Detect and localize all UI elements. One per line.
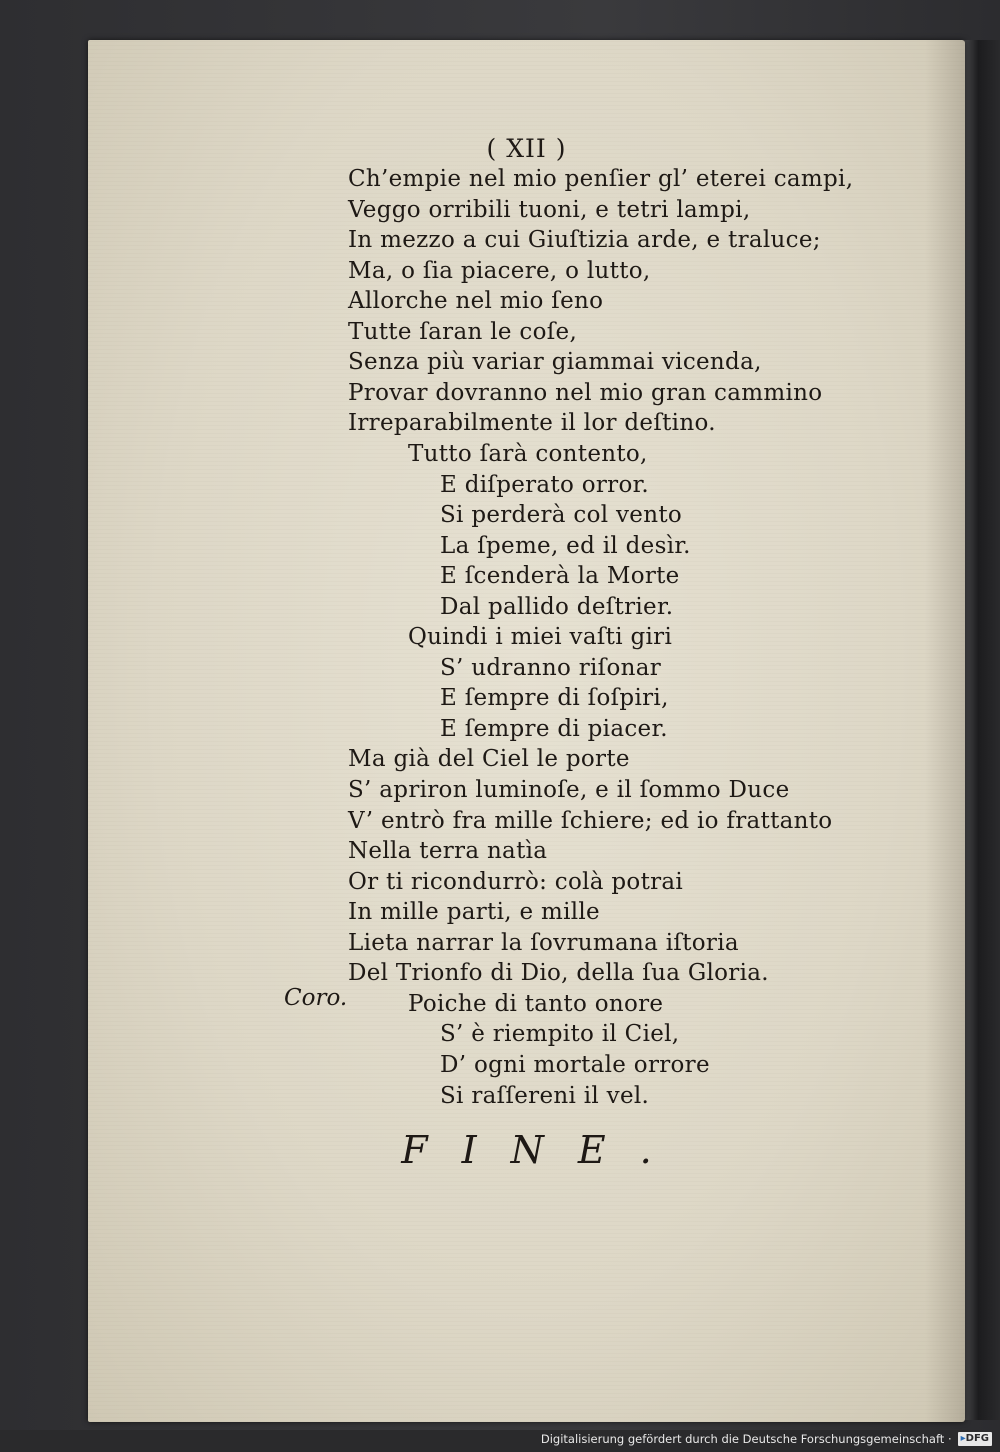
verse-line: S’ apriron luminoſe, e il ſommo Duce	[348, 777, 790, 803]
footer-credit	[541, 1430, 992, 1448]
footer-text: Digitalisierung gefördert durch die Deutsche Forschungsgemeinschaft ·	[540, 1432, 952, 1446]
verse-line: Poiche di tanto onore	[408, 990, 664, 1017]
verse-line: Ma già del Ciel le porte	[348, 746, 630, 773]
book-spine	[964, 40, 1000, 1420]
speaker-label: Coro.	[284, 985, 348, 1011]
verse-line: Irreparabilmente il lor deſtino.	[348, 410, 716, 437]
dfg-logo: ▸DFG	[958, 1432, 992, 1446]
end-mark: FINE.	[401, 1128, 686, 1172]
verse-line: Provar dovranno nel mio gran cammino	[348, 379, 823, 406]
verse-line: Si perderà col vento	[440, 502, 683, 529]
verse-line: Or ti ricondurrò: colà potrai	[348, 868, 684, 895]
verse-line: Si raſſereni il vel.	[440, 1082, 650, 1109]
book-page	[88, 40, 965, 1422]
verse-line: E ſempre di piacer.	[440, 715, 668, 742]
verse-line: Dal pallido deſtrier.	[440, 593, 674, 620]
verse-line: In mezzo a cui Giuſtizia arde, e traluce;	[348, 227, 821, 254]
page-folio: ( XII )	[486, 134, 567, 163]
verse-line: Quindi i miei vaſti giri	[408, 624, 673, 651]
verse-line: Lieta narrar la ſovrumana iſtoria	[348, 929, 739, 956]
verse-line: La ſpeme, ed il desìr.	[440, 532, 691, 559]
verse-line: Ma, o ſia piacere, o lutto,	[348, 257, 651, 284]
verse-line: Ch’empie nel mio penſier gl’ eterei campi,	[348, 166, 854, 192]
verse-line: Nella terra natìa	[348, 838, 548, 865]
verse-line: S’ udranno riſonar	[440, 654, 662, 681]
verse-line: Senza più variar giammai vicenda,	[348, 349, 762, 376]
verse-line: V’ entrò fra mille ſchiere; ed io frattanto	[348, 807, 833, 834]
verse-line: Del Trionfo di Dio, della ſua Gloria.	[348, 960, 769, 987]
verse-line: Tutto ſarà contento,	[408, 440, 648, 467]
verse-line: In mille parti, e mille	[348, 899, 600, 926]
verse-line: E diſperato orror.	[440, 471, 649, 498]
verse-line: S’ è riempito il Ciel,	[440, 1021, 680, 1048]
verse-line: Allorche nel mio ſeno	[348, 288, 604, 315]
verse-line: D’ ogni mortale orrore	[440, 1051, 710, 1078]
verse-line: Veggo orribili tuoni, e tetri lampi,	[348, 196, 751, 223]
verse-line: E ſempre di ſoſpiri,	[440, 685, 669, 712]
verse-line: E ſcenderà la Morte	[440, 563, 680, 590]
verse-line: Tutte ſaran le coſe,	[348, 318, 578, 345]
